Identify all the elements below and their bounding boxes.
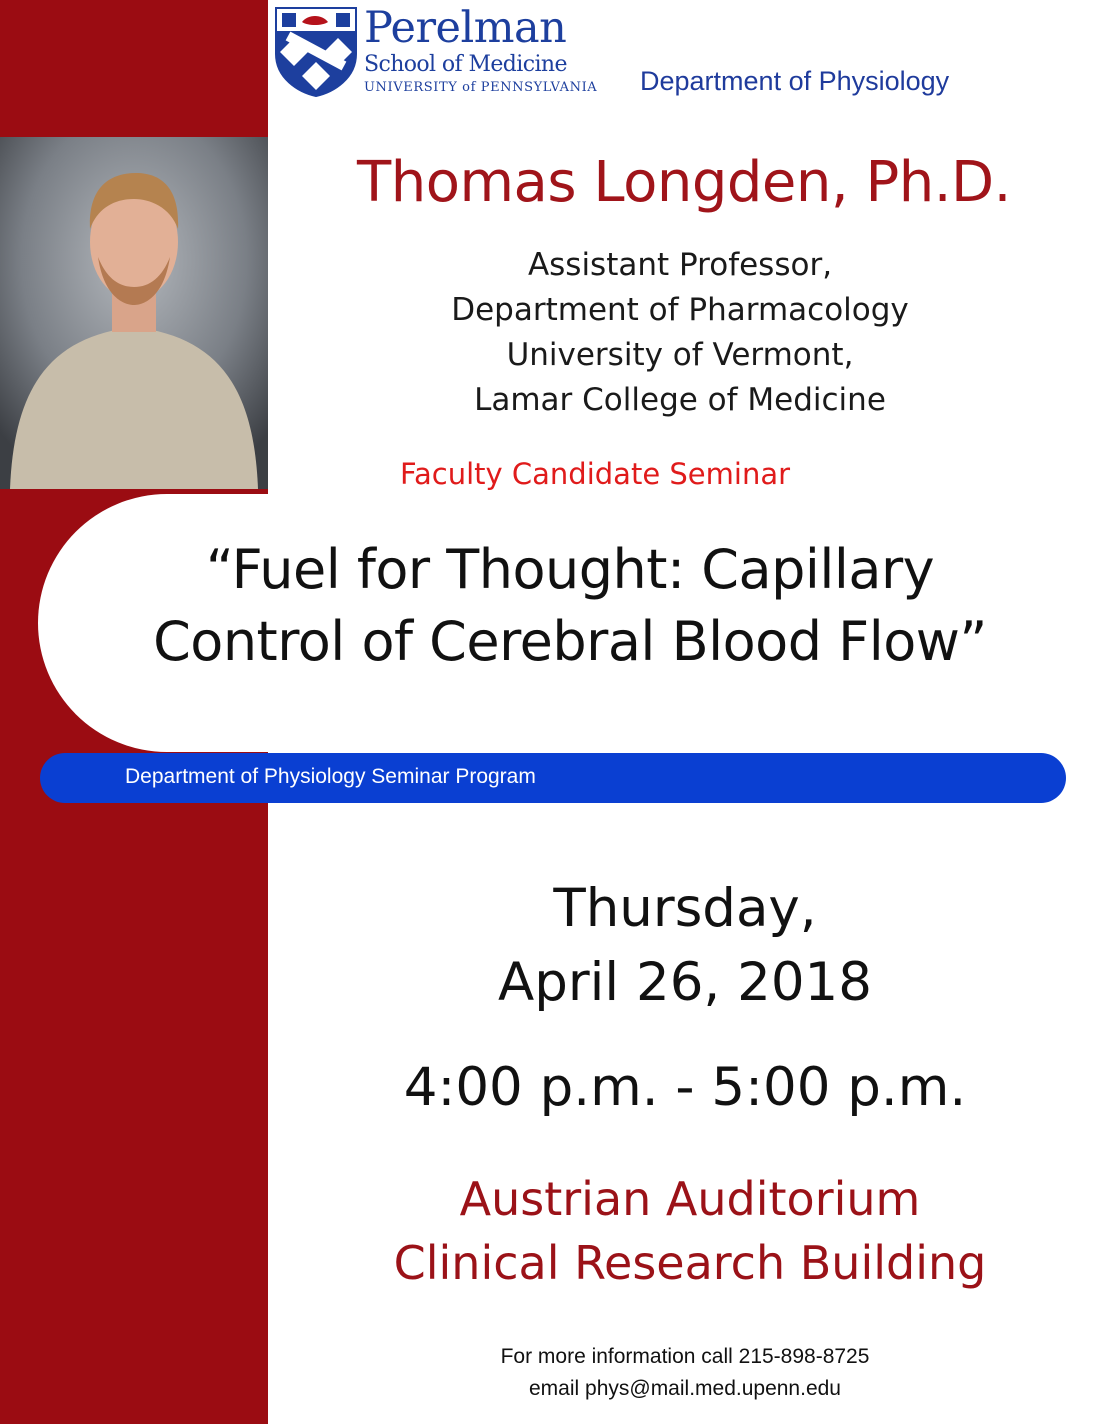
location-building: Clinical Research Building [393, 1236, 987, 1290]
penn-shield-icon [274, 6, 358, 98]
affiliation-line: Assistant Professor, [527, 247, 833, 283]
talk-title [40, 534, 1100, 678]
seminar-type-label: Faculty Candidate Seminar [399, 457, 791, 491]
speaker-photo [0, 137, 268, 489]
affiliation-line: University of Vermont, [506, 337, 854, 373]
event-date: April 26, 2018 [497, 952, 872, 1013]
department-heading: Department of Physiology [640, 66, 950, 96]
program-banner [40, 753, 1066, 803]
speaker-affiliation [380, 243, 980, 423]
talk-title-line: Control of Cerebral Blood Flow” [153, 610, 987, 673]
affiliation-line: Lamar College of Medicine [474, 382, 886, 418]
speaker-name: Thomas Longden, Ph.D. [357, 150, 1011, 215]
contact-email: email phys@mail.med.upenn.edu [529, 1377, 841, 1400]
contact-phone: For more information call 215-898-8725 [500, 1345, 870, 1368]
event-time: 4:00 p.m. - 5:00 p.m. [403, 1057, 967, 1118]
logo-title: Perelman [364, 3, 567, 53]
event-day: Thursday, [553, 878, 817, 939]
logo-university: UNIVERSITY of PENNSYLVANIA [364, 80, 598, 95]
logo-subtitle: School of Medicine [364, 52, 567, 77]
program-banner-text: Department of Physiology Seminar Program [125, 765, 536, 788]
location-venue: Austrian Auditorium [459, 1172, 921, 1226]
affiliation-line: Department of Pharmacology [451, 292, 909, 328]
talk-title-line: “Fuel for Thought: Capillary [205, 538, 935, 601]
perelman-logo [268, 2, 620, 102]
